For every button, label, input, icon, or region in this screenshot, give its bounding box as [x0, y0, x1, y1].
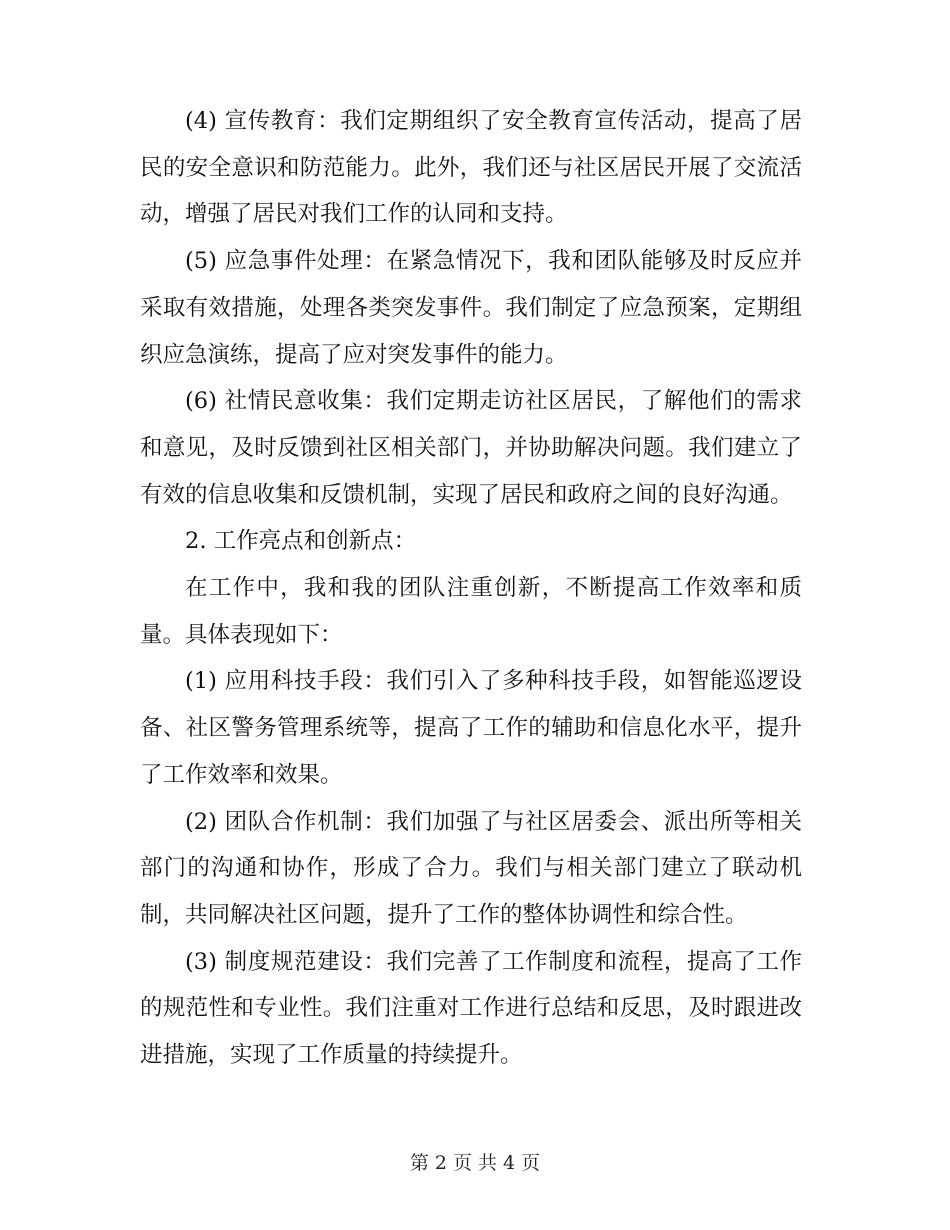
- paragraph-team-cooperation: (2) 团队合作机制：我们加强了与社区居委会、派出所等相关部门的沟通和协作，形成了合力。我们与相关部门建立了联动机制，共同解决社区问题，提升了工作的整体协调性和综合性。: [140, 808, 802, 928]
- paragraph-public-opinion: (6) 社情民意收集：我们定期走访社区居民，了解他们的需求和意见，及时反馈到社区相关部门，并协助解决问题。我们建立了有效的信息收集和反馈机制，实现了居民和政府之间的良好沟通。: [140, 388, 802, 508]
- section-heading-highlights: 2. 工作亮点和创新点：: [185, 528, 417, 555]
- page-number-footer: 第 2 页 共 4 页: [409, 1152, 541, 1174]
- document-body: [140, 98, 802, 1079]
- paragraph-technology: (1) 应用科技手段：我们引入了多种科技手段，如智能巡逻设备、社区警务管理系统等，提高了工作的辅助和信息化水平，提升了工作效率和效果。: [140, 668, 802, 788]
- paragraph-system-standards: (3) 制度规范建设：我们完善了工作制度和流程，提高了工作的规范性和专业性。我们注重对工作进行总结和反思，及时跟进改进措施，实现了工作质量的持续提升。: [140, 948, 802, 1069]
- paragraph-emergency-handling: (5) 应急事件处理：在紧急情况下，我和团队能够及时反应并采取有效措施，处理各类突发事件。我们制定了应急预案，定期组织应急演练，提高了应对突发事件的能力。: [140, 248, 802, 368]
- paragraph-propaganda-education: (4) 宣传教育：我们定期组织了安全教育宣传活动，提高了居民的安全意识和防范能力。此外，我们还与社区居民开展了交流活动，增强了居民对我们工作的认同和支持。: [140, 108, 802, 228]
- paragraph-highlights-intro: 在工作中，我和我的团队注重创新，不断提高工作效率和质量。具体表现如下：: [140, 575, 802, 648]
